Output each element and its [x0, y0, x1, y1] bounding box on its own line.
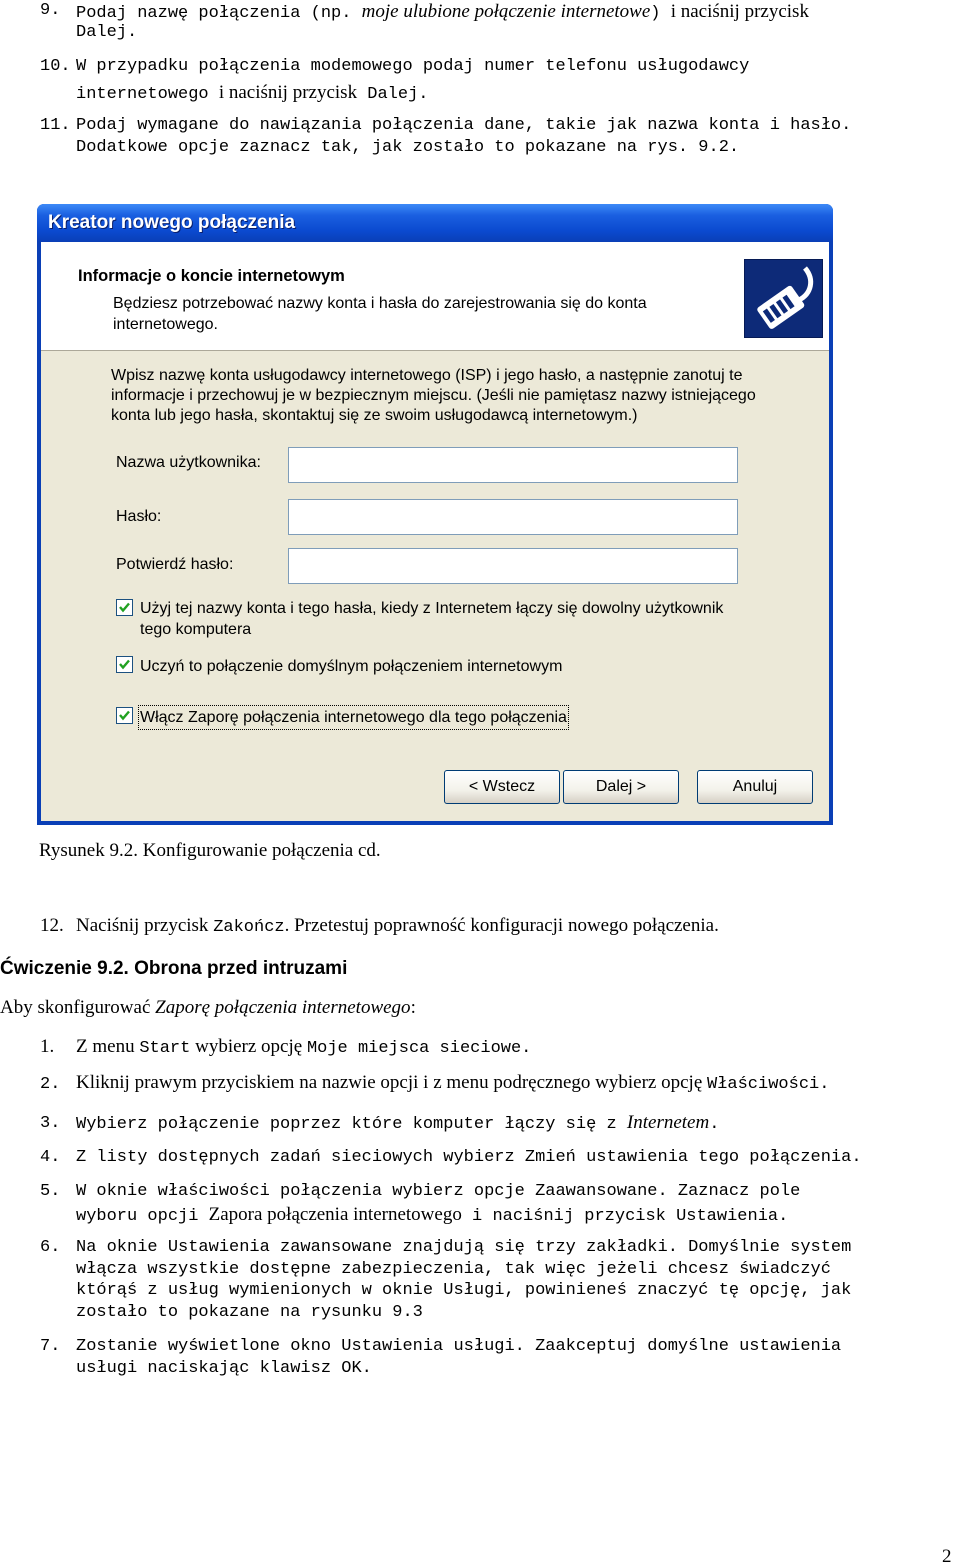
- default-connection-label: Uczyń to połączenie domyślnym połączeniem internetowym: [140, 658, 563, 675]
- exercise-intro: Aby skonfigurować Zaporę połączenia internetowego:: [0, 997, 416, 1018]
- step-text-cont: włącza wszystkie dostępne zabezpieczenia, tak więc jeżeli chcesz świadczyć: [76, 1260, 831, 1279]
- step-text-cont: usługi naciskając klawisz OK.: [76, 1359, 372, 1378]
- step-text: W oknie właściwości połączenia wybierz opcje Zaawansowane. Zaznacz pole: [76, 1182, 801, 1201]
- step-number: 12.: [40, 915, 64, 936]
- step-text: Podaj nazwę połączenia (np. moje ulubione połączenie internetowe) i naciśnij przycisk: [76, 1, 809, 23]
- confirm-password-field[interactable]: [288, 548, 738, 584]
- next-button[interactable]: Dalej >: [563, 770, 679, 804]
- step-text-cont: wyboru opcji Zapora połączenia internetowego i naciśnij przycisk Ustawienia.: [76, 1204, 789, 1226]
- use-for-all-users-checkbox[interactable]: [116, 599, 133, 616]
- step-text: Wybierz połączenie poprzez które komputer łączy się z Internetem.: [76, 1112, 720, 1134]
- step-number: 11.: [40, 116, 71, 135]
- firewall-label: Włącz Zaporę połączenia internetowego dla tego połączenia: [140, 709, 567, 726]
- password-field[interactable]: [288, 499, 738, 535]
- username-field[interactable]: [288, 447, 738, 483]
- step-number: 7.: [40, 1337, 61, 1356]
- network-cable-plug-icon: [744, 259, 823, 338]
- step-number: 3.: [40, 1114, 61, 1133]
- step-text-cont: którąś z usług wymienionych w oknie Usługi, powinieneś znaczyć tę opcję, jak: [76, 1281, 852, 1300]
- username-label: Nazwa użytkownika:: [116, 454, 261, 471]
- back-button[interactable]: < Wstecz: [444, 770, 560, 804]
- dialog-titlebar[interactable]: [37, 204, 833, 242]
- step-number: 4.: [40, 1148, 61, 1167]
- step-text-cont: Dodatkowe opcje zaznacz tak, jak zostało to pokazane na rys. 9.2.: [76, 138, 740, 157]
- dialog-body: [41, 242, 829, 821]
- step-text: Podaj wymagane do nawiązania połączenia dane, takie jak nazwa konta i hasło.: [76, 116, 852, 135]
- step-text-cont: zostało to pokazane na rysunku 9.3: [76, 1303, 423, 1322]
- firewall-checkbox[interactable]: [116, 707, 133, 724]
- dialog-intro: Wpisz nazwę konta usługodawcy internetowego (ISP) i jego hasło, a następnie zanotuj te informacje i przechowuj je w bezpiecznym miejscu. (Jeśli nie pamiętasz nazwy istniejącego konta lub jego hasła, skontaktuj się ze swoim usługodawcą internetowym.): [111, 367, 756, 424]
- step-number: 9.: [40, 1, 61, 20]
- exercise-heading: Ćwiczenie 9.2. Obrona przed intruzami: [0, 958, 348, 979]
- header-subtitle: Będziesz potrzebować nazwy konta i hasła do zarejestrowania się do konta internetowego.: [113, 295, 647, 333]
- wizard-dialog: [37, 204, 833, 825]
- step-text-cont: internetowego i naciśnij przycisk Dalej.: [76, 82, 429, 104]
- step-number: 5.: [40, 1182, 61, 1201]
- step-number: 10.: [40, 57, 71, 76]
- step-number: 1.: [40, 1036, 55, 1057]
- header-title: Informacje o koncie internetowym: [78, 267, 345, 285]
- use-for-all-users-label: Użyj tej nazwy konta i tego hasła, kiedy z Internetem łączy się dowolny użytkownik tego komputera: [140, 600, 724, 638]
- page-number: 2: [942, 1546, 952, 1567]
- step-text-cont: Dalej.: [76, 23, 138, 42]
- figure-caption: Rysunek 9.2. Konfigurowanie połączenia cd.: [39, 840, 381, 861]
- step-text: Naciśnij przycisk Zakończ. Przetestuj poprawność konfiguracji nowego połączenia.: [76, 915, 719, 937]
- cancel-button[interactable]: Anuluj: [697, 770, 813, 804]
- step-text: Z menu Start wybierz opcję Moje miejsca sieciowe.: [76, 1036, 532, 1058]
- step-text: Zostanie wyświetlone okno Ustawienia usługi. Zaakceptuj domyślne ustawienia: [76, 1337, 842, 1356]
- step-number: 2.: [40, 1075, 61, 1094]
- confirm-password-label: Potwierdź hasło:: [116, 556, 234, 573]
- default-connection-checkbox[interactable]: [116, 656, 133, 673]
- password-label: Hasło:: [116, 508, 162, 525]
- step-text: Kliknij prawym przyciskiem na nazwie opcji i z menu podręcznego wybierz opcję Właściwości.: [76, 1072, 830, 1094]
- step-text: Z listy dostępnych zadań sieciowych wybierz Zmień ustawienia tego połączenia.: [76, 1148, 862, 1167]
- step-number: 6.: [40, 1238, 61, 1257]
- step-text: W przypadku połączenia modemowego podaj numer telefonu usługodawcy: [76, 57, 750, 76]
- dialog-title: Kreator nowego połączenia: [48, 212, 296, 233]
- dialog-header: [41, 242, 829, 351]
- step-text: Na oknie Ustawienia zawansowane znajdują się trzy zakładki. Domyślnie system: [76, 1238, 852, 1257]
